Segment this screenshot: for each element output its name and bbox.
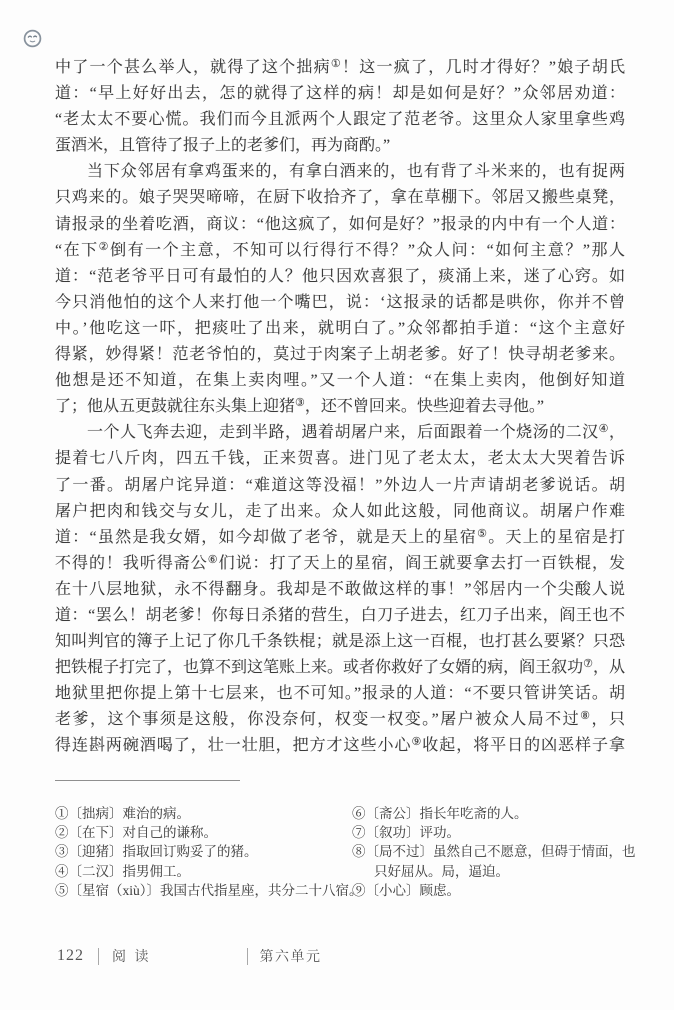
footnote-separator (55, 780, 240, 781)
body-line: 今只消他怕的这个人来打他一个嘴巴，说：‘这报录的话都是哄你，你并不曾 (55, 293, 625, 311)
body-line: 中。’他吃这一吓，把痰吐了出来，就明白了。”众邻都拍手道：“这个主意好 (55, 319, 625, 337)
footer-divider (247, 948, 248, 965)
body-line: 不得的！我听得斋公⑥们说：打了天上的星宿，阎王就要拿去打一百铁棍，发 (55, 553, 625, 572)
page-number: 122 (57, 947, 84, 964)
body-line: 道：“范老爷平日可有最怕的人？他只因欢喜狠了，痰涌上来，迷了心窍。如 (55, 267, 625, 285)
body-line: 道：“罢么！胡老爹！你每日杀猪的营生，白刀子进去，红刀子出来，阎王也不 (55, 606, 625, 624)
body-line: 只鸡来的。娘子哭哭啼啼，在厨下收拾齐了，拿在草棚下。邻居又搬些桌凳， (55, 189, 625, 207)
body-line: 中了一个甚么举人，就得了这个拙病①！这一疯了，几时才得好？”娘子胡氏 (55, 58, 625, 76)
body-line: 提着七八斤肉，四五千钱，正来贺喜。进门见了老太太，老太太大哭着告诉 (55, 450, 625, 468)
footnote-line: ②〔在下〕对自己的谦称。 (55, 825, 217, 841)
body-line: 地狱里把你提上第十七层来，也不可知。”报录的人道：“不要只管讲笑话。胡 (55, 685, 625, 703)
footnotes-right-column (352, 804, 636, 900)
body-line: 当下众邻居有拿鸡蛋来的，有拿白酒来的，也有背了斗米来的，也有捉两 (87, 163, 625, 181)
body-line: 知叫判官的簿子上记了你几千条铁棍；就是添上这一百棍，也打甚么要紧？只恐 (55, 633, 625, 651)
body-line: 把铁棍子打完了，也算不到这笔账上来。或者你救好了女婿的病，阎王叙功⑦，从 (55, 658, 625, 677)
body-line: 请报录的坐着吃酒，商议：“他这疯了，如何是好？”报录的内中有一个人道： (55, 215, 625, 233)
footnote-line: ⑨〔小心〕顾虑。 (352, 882, 460, 898)
footer-unit-label: 第六单元 (259, 950, 322, 965)
body-line: 得连斟两碗酒喝了，壮一壮胆，把方才这些小心⑨收起，将平日的凶恶样子拿 (55, 736, 625, 755)
footnote-line: ①〔拙病〕难治的病。 (55, 806, 190, 821)
body-text (55, 55, 625, 760)
body-line: “老太太不要心慌。我们而今且派两个人跟定了范老爷。这里众人家里拿些鸡 (55, 111, 625, 129)
footnote-line: ⑥〔斋公〕指长年吃斋的人。 (352, 806, 528, 821)
body-line: 道：“虽然是我女婿，如今却做了老爷，就是天上的星宿⑤。天上的星宿是打 (55, 527, 625, 546)
footnote-line: ⑤〔星宿（xiù）〕我国古代指星座，共分二十八宿。 (55, 882, 363, 898)
footnote-line: ③〔迎猪〕指取回订购妥了的猪。 (55, 844, 258, 860)
smiley-face-icon (23, 29, 42, 48)
footnote-line: 只好屈从。局，逼迫。 (374, 863, 509, 879)
body-line: 道：“早上好好出去，怎的就得了这样的病！却是如何是好？”众邻居劝道： (55, 85, 625, 103)
body-line: 他想是还不知道，在集上卖肉哩。”又一个人道：“在集上卖肉，他倒好知道 (55, 372, 625, 390)
body-line: 屠户把肉和钱交与女儿，走了出来。众人如此这般，同他商议。胡屠户作难 (55, 502, 625, 520)
footer-divider (98, 948, 99, 965)
body-line: 得紧，妙得紧！范老爷怕的，莫过于肉案子上胡老爹。好了！快寻胡老爹来。 (55, 346, 625, 364)
footnotes-left-column (55, 804, 363, 900)
body-line: 了一番。胡屠户诧异道：“难道这等没福！”外边人一片声请胡老爹说话。胡 (55, 476, 625, 494)
body-line: 一个人飞奔去迎，走到半路，遇着胡屠户来，后面跟着一个烧汤的二汉④， (87, 423, 625, 442)
page-footer (57, 946, 322, 966)
body-line: 在十八层地狱，永不得翻身。我却是不敢做这样的事！”邻居内一个尖酸人说 (55, 580, 625, 598)
body-line: “在下②倒有一个主意，不知可以行得行不得？”众人问：“如何主意？”那人 (55, 240, 625, 259)
body-line: 蛋酒米，且管待了报子上的老爹们，再为商酌。” (55, 137, 391, 155)
body-line: 了；他从五更鼓就往东头集上迎猪③，还不曾回来。快些迎着去寻他。” (55, 397, 544, 416)
body-line: 老爹，这个事须是这般，你没奈何，权变一权变。”屠户被众人局不过⑧，只 (55, 710, 625, 729)
footnote-line: ⑦〔叙功〕评功。 (352, 825, 460, 841)
footer-section-label: 阅 读 (112, 950, 149, 965)
footnote-line: ④〔二汉〕指男佣工。 (55, 863, 190, 879)
footnote-line: ⑧〔局不过〕虽然自己不愿意，但碍于情面，也 (352, 844, 636, 860)
